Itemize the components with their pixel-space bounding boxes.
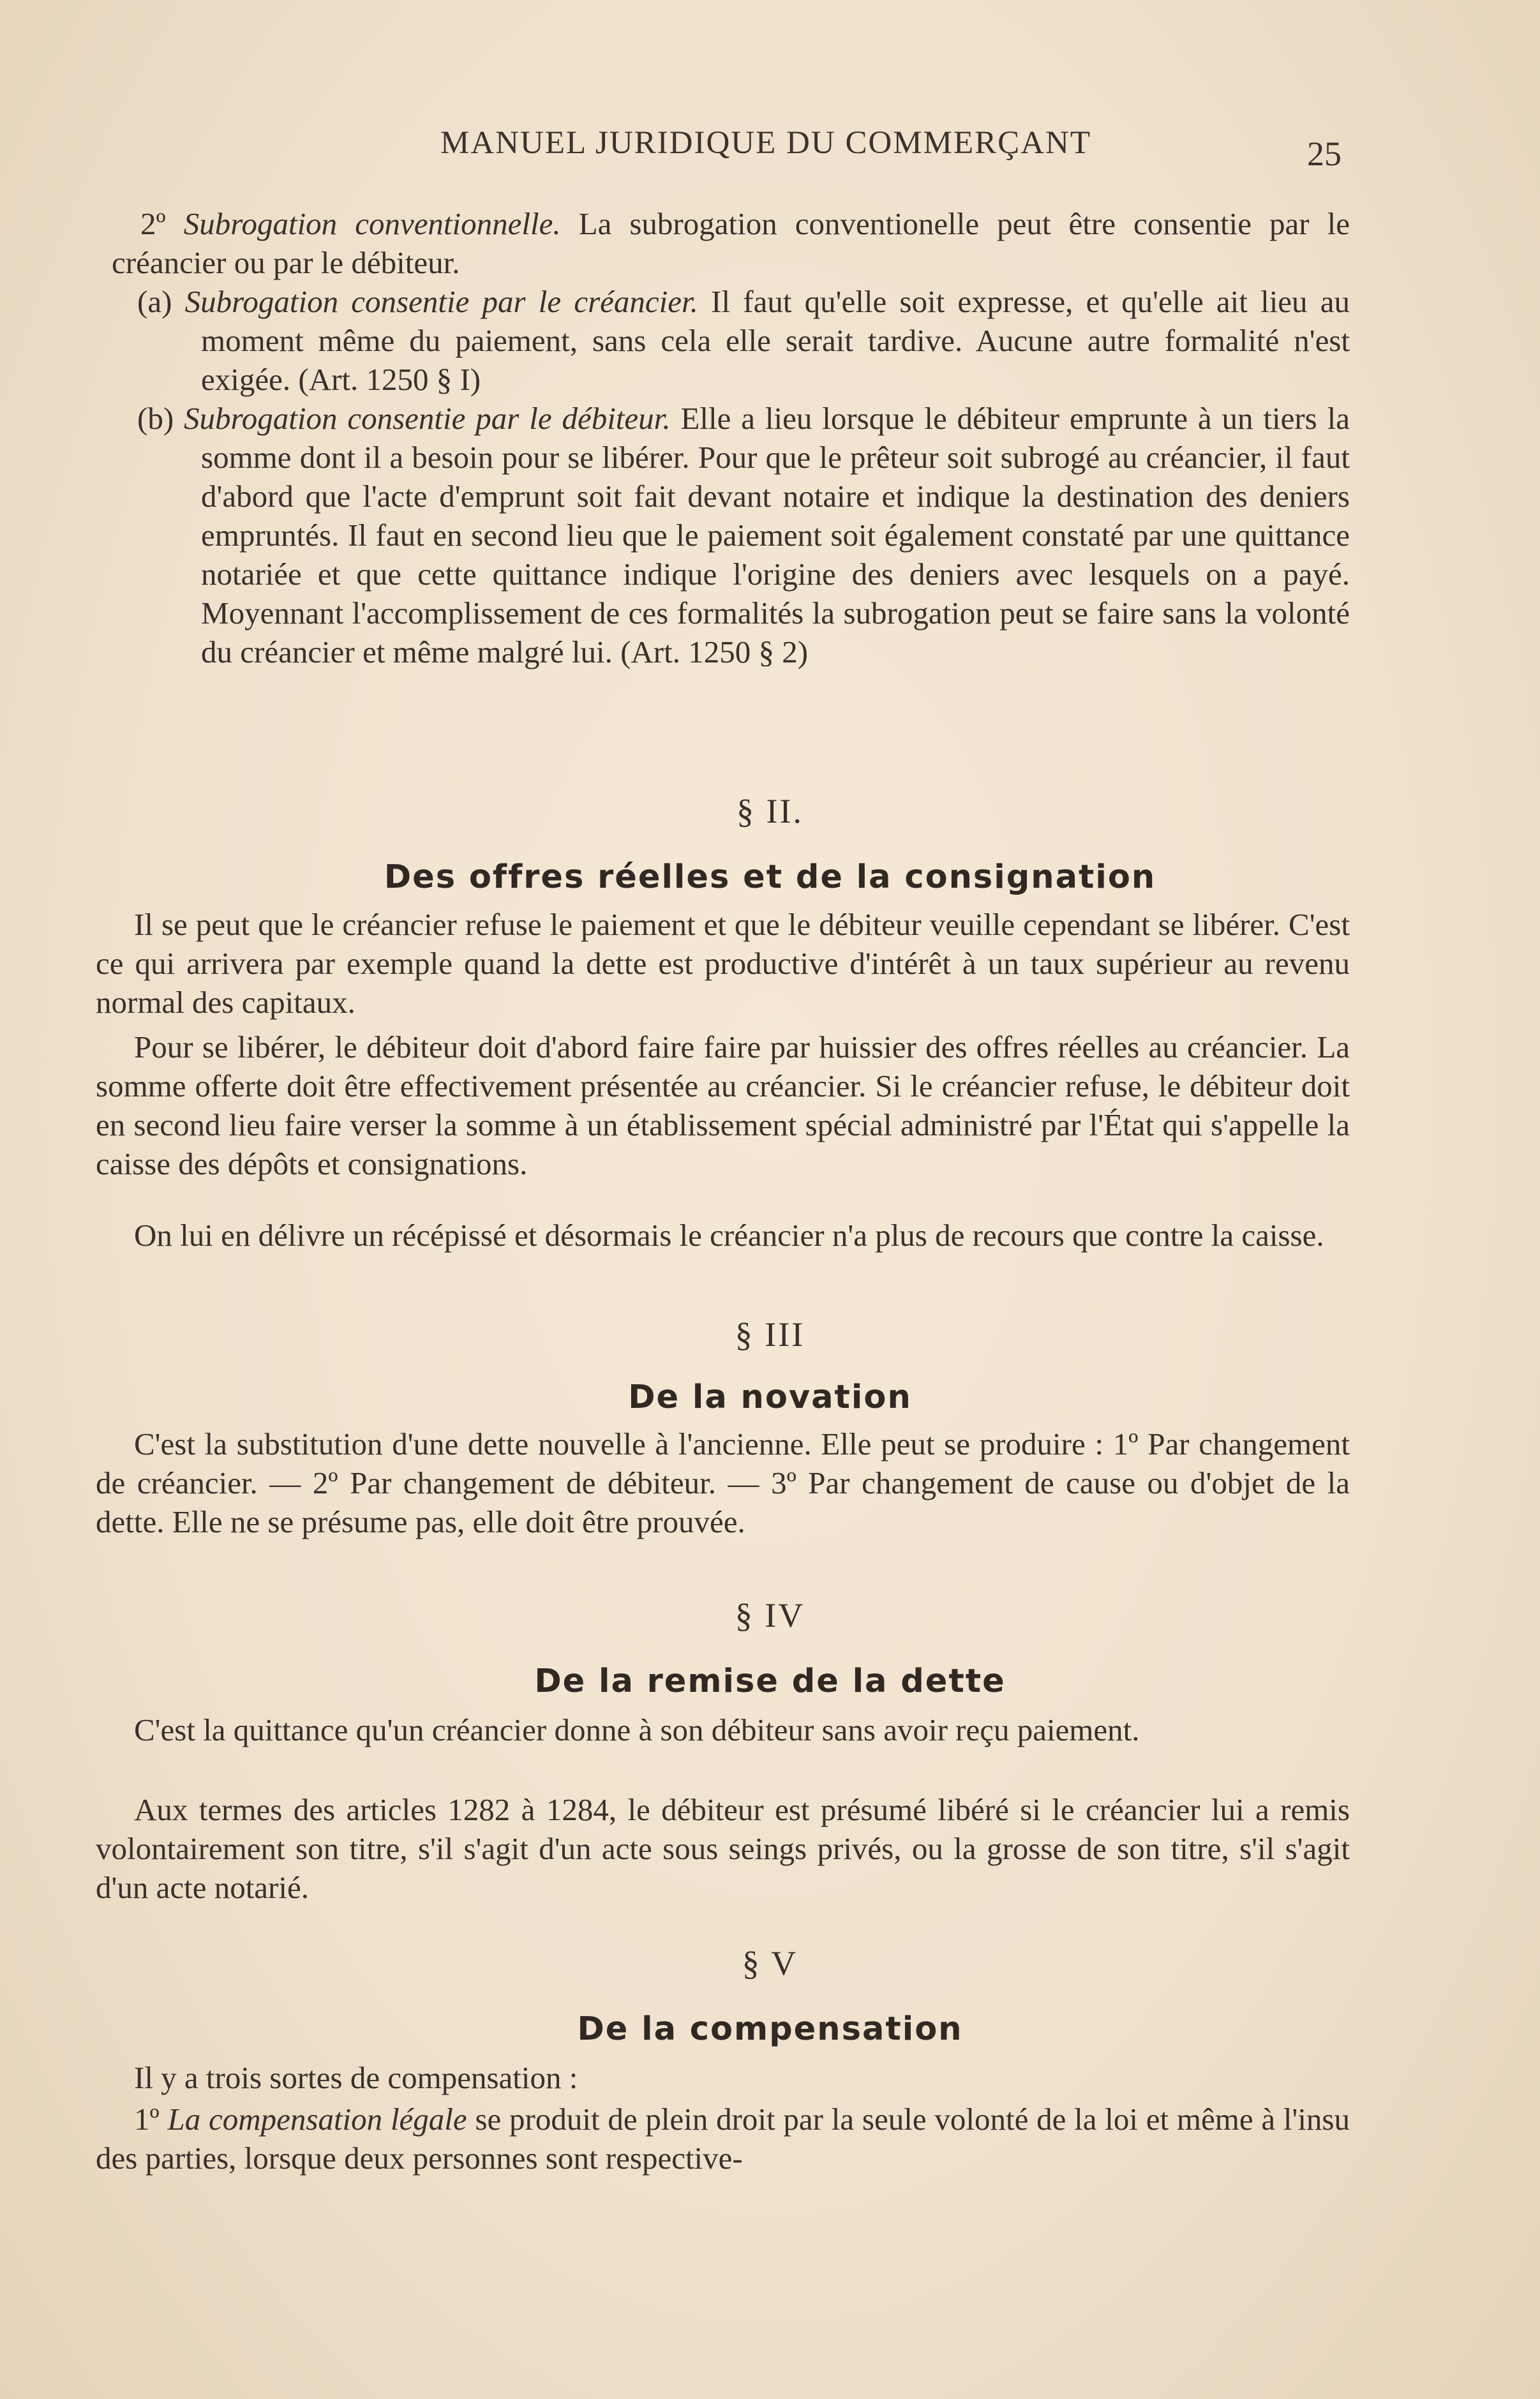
paragraph-remise-1: C'est la quittance qu'un créancier donne à son débiteur sans avoir reçu paiement.	[134, 1712, 1140, 1747]
item-b-subrogation-debiteur: (b) Subrogation consentie par le débiteur. Elle a lieu lorsque le débiteur emprunte à un tiers la somme dont il a besoin pour se libérer. Pour que le prêteur soit subrogé au créancier, il faut d'abord que l'acte d'emprunt soit fait devant notaire et indique la destination des deniers empruntés. Il faut en second lieu que le paiement soit également constaté par une quittance notariée et que cette quittance indique l'origine des deniers avec lesquels on a payé. Moyennant l'accomplissement de ces formalités la subrogation peut se faire sans la volonté du créancier et même malgré lui. (Art. 1250 § 2)	[137, 401, 1350, 669]
subrogation-conventionnelle-title: Subrogation conventionnelle.	[183, 206, 561, 241]
paragraph-compensation-2: 1º La compensation légale se produit de plein droit par la seule volonté de la loi et même à l'insu des parties, lorsque deux personnes sont respective-	[96, 2102, 1350, 2176]
item-b-title: Subrogation consentie par le débiteur.	[184, 401, 671, 436]
item-a-subrogation-creancier: (a) Subrogation consentie par le créancier. Il faut qu'elle soit expresse, et qu'elle ait lieu au moment même du paiement, sans cela elle serait tardive. Aucune autre formalité n'est exigée. (Art. 1250 § I)	[137, 284, 1350, 397]
section-heading-remise: De la remise de la dette	[534, 1663, 1006, 1700]
page-number: 25	[1307, 135, 1342, 173]
section-heading-offres: Des offres réelles et de la consignation	[384, 858, 1156, 896]
section-heading-compensation: De la compensation	[577, 2010, 963, 2048]
section-mark-3: § III	[735, 1315, 805, 1354]
paragraph-offres-2: Pour se libérer, le débiteur doit d'abord faire faire par huissier des offres réelles au créancier. La somme offerte doit être effectivement présentée au créancier. Si le créancier refuse, le débiteur doit en second lieu faire verser la somme à un établissement spécial administré par l'État qui s'appelle la caisse des dépôts et consignations.	[96, 1029, 1350, 1181]
item-a-title: Subrogation consentie par le créancier.	[184, 284, 698, 319]
paragraph-offres-3: On lui en délivre un récépissé et désormais le créancier n'a plus de recours que contre la caisse.	[134, 1218, 1324, 1253]
section-mark-5: § V	[742, 1944, 798, 1982]
paragraph-subrogation-conventionnelle: 2º Subrogation conventionnelle. La subrogation conventionelle peut être consentie par le créancier ou par le débiteur.	[112, 206, 1350, 280]
paragraph-remise-2: Aux termes des articles 1282 à 1284, le débiteur est présumé libéré si le créancier lui a remis volontairement son titre, s'il s'agit d'un acte sous seings privés, ou la grosse de son titre, s'il s'agit d'un acte notarié.	[96, 1792, 1350, 1905]
paragraph-compensation-1: Il y a trois sortes de compensation :	[134, 2060, 578, 2095]
section-heading-novation: De la novation	[628, 1379, 912, 1416]
paragraph-offres-1: Il se peut que le créancier refuse le paiement et que le débiteur veuille cependant se libérer. C'est ce qui arrivera par exemple quand la dette est productive d'intérêt à un taux supérieur au revenu normal des capitaux.	[96, 907, 1350, 1020]
section-mark-2: § II.	[736, 792, 804, 830]
running-header: MANUEL JURIDIQUE DU COMMERÇANT	[440, 125, 1091, 161]
compensation-legale-title: La compensation légale	[167, 2102, 467, 2137]
section-mark-4: § IV	[735, 1596, 805, 1634]
paragraph-novation: C'est la substitution d'une dette nouvelle à l'ancienne. Elle peut se produire : 1º Par changement de créancier. — 2º Par changement de débiteur. — 3º Par changement de cause ou d'objet de la dette. Elle ne se présume pas, elle doit être prouvée.	[96, 1426, 1350, 1539]
